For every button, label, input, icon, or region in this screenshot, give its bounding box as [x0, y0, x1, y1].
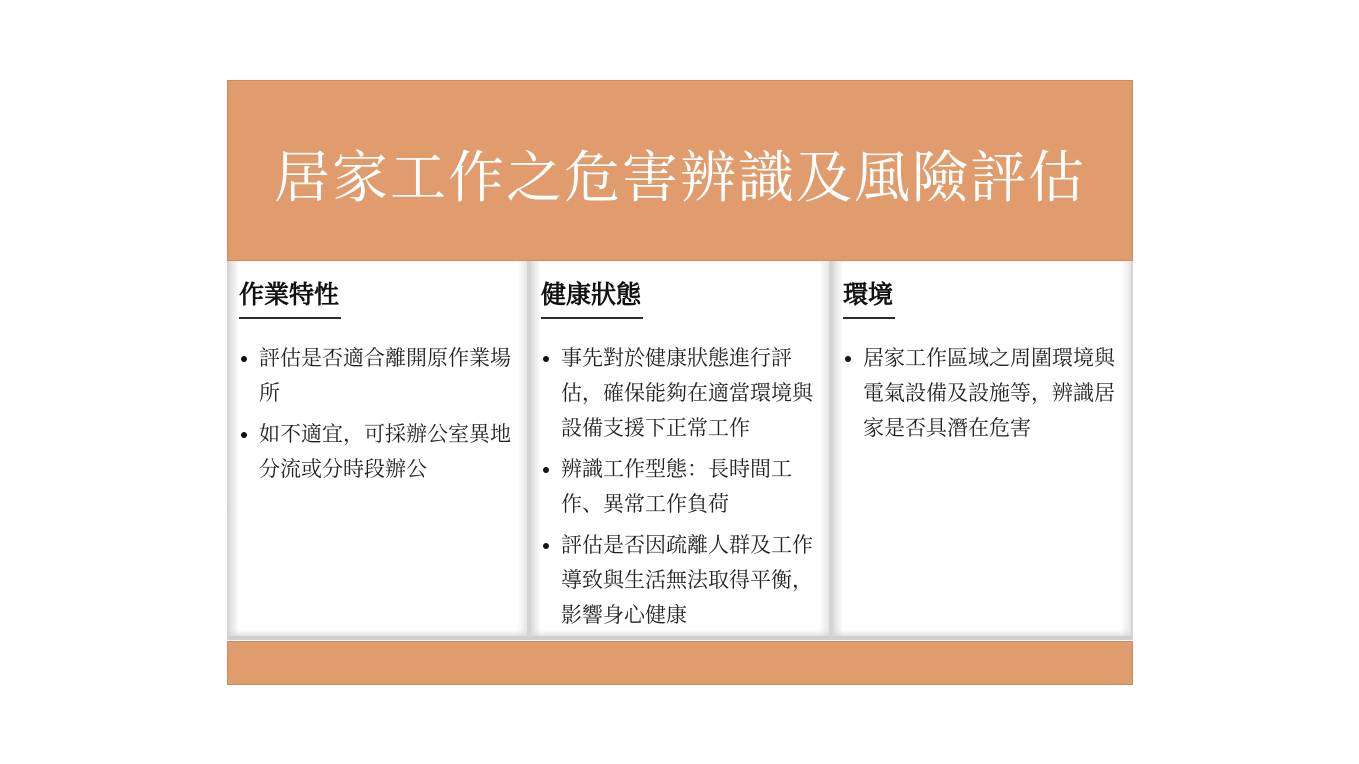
- bullet-dot-icon: [241, 356, 247, 362]
- list-item: [541, 528, 821, 633]
- list-item-text: 評估是否適合離開原作業場所: [259, 346, 511, 405]
- column-environment: [831, 261, 1133, 640]
- bullet-list: [843, 341, 1123, 446]
- content-columns: [227, 261, 1133, 640]
- list-item-text: 辨識工作型態：長時間工作、異常工作負荷: [561, 457, 792, 516]
- list-item-text: 評估是否因疏離人群及工作導致與生活無法取得平衡，影響身心健康: [561, 533, 813, 627]
- list-item-text: 如不適宜，可採辦公室異地分流或分時段辦公: [259, 422, 511, 481]
- bullet-dot-icon: [845, 356, 851, 362]
- list-item: [239, 417, 519, 487]
- column-heading: 作業特性: [239, 275, 341, 319]
- bullet-dot-icon: [543, 467, 549, 473]
- bullet-list: [541, 341, 821, 633]
- bullet-list: [239, 341, 519, 487]
- title-banner: [227, 80, 1133, 261]
- column-heading: 健康狀態: [541, 275, 643, 319]
- slide-title: 居家工作之危害辨識及風險評估: [274, 145, 1086, 211]
- bullet-dot-icon: [543, 356, 549, 362]
- list-item-text: 事先對於健康狀態進行評估，確保能夠在適當環境與設備支援下正常工作: [561, 346, 813, 440]
- list-item: [541, 452, 821, 522]
- list-item-text: 居家工作區域之周圍環境與電氣設備及設施等，辨識居家是否具潛在危害: [863, 346, 1115, 440]
- list-item: [843, 341, 1123, 446]
- footer-banner: [227, 641, 1133, 685]
- column-work-characteristics: [227, 261, 529, 640]
- slide: [227, 80, 1133, 685]
- list-item: [239, 341, 519, 411]
- list-item: [541, 341, 821, 446]
- bullet-dot-icon: [543, 543, 549, 549]
- column-heading: 環境: [843, 275, 895, 319]
- column-health-status: [529, 261, 831, 640]
- bullet-dot-icon: [241, 432, 247, 438]
